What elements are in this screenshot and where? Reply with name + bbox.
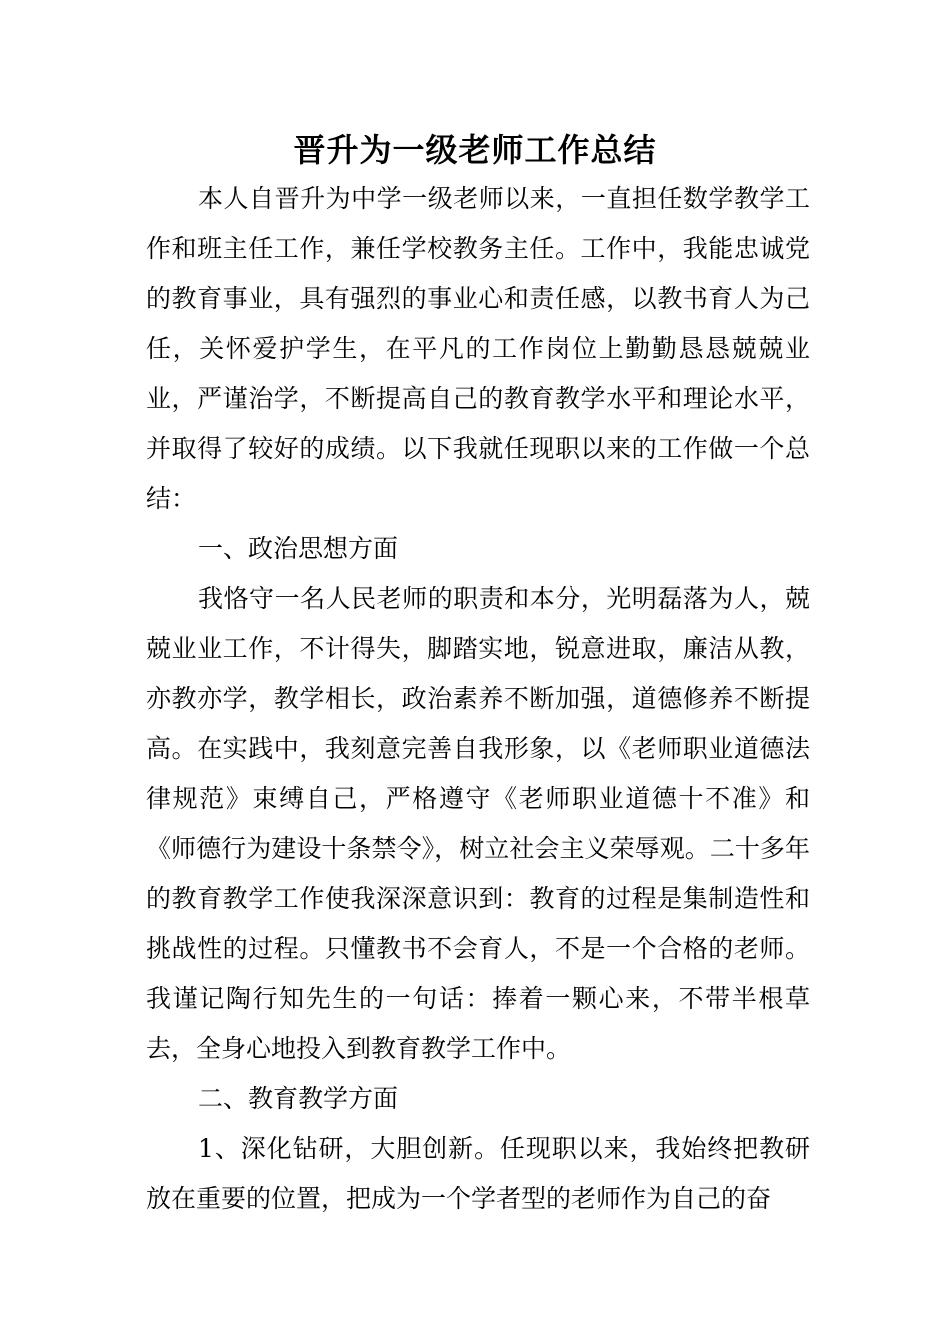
political-paragraph: 我恪守一名人民老师的职责和本分，光明磊落为人，兢兢业业工作，不计得失，脚踏实地，锐意进取，廉洁从教，亦教亦学，教学相长，政治素养不断加强，道德修养不断提高。在实践中，我刻意完善自我形象，以《老师职业道德法律规范》束缚自己，严格遵守《老师职业道德十不准》和《师德行为建设十条禁令》，树立社会主义荣辱观。二十多年的教育教学工作使我深深意识到：教育的过程是集制造性和挑战性的过程。只懂教书不会育人，不是一个合格的老师。我谨记陶行知先生的一句话：捧着一颗心来，不带半根草去，全身心地投入到教育教学工作中。 bbox=[146, 584, 810, 1063]
document-body bbox=[146, 174, 810, 1224]
section-heading-teaching: 二、教育教学方面 bbox=[198, 1084, 399, 1113]
document-title: 晋升为一级老师工作总结 bbox=[293, 131, 657, 169]
intro-paragraph: 本人自晋升为中学一级老师以来，一直担任数学教学工作和班主任工作，兼任学校教务主任。工作中，我能忠诚党的教育事业，具有强烈的事业心和责任感，以教书育人为己任，关怀爱护学生，在平凡的工作岗位上勤勤恳恳兢兢业业，严谨治学，不断提高自己的教育教学水平和理论水平，并取得了较好的成绩。以下我就任现职以来的工作做一个总结： bbox=[146, 184, 810, 513]
section-heading-political: 一、政治思想方面 bbox=[198, 534, 399, 563]
teaching-paragraph: 1、深化钻研，大胆创新。任现职以来，我始终把教研放在重要的位置，把成为一个学者型的老师作为自己的奋 bbox=[146, 1134, 810, 1213]
